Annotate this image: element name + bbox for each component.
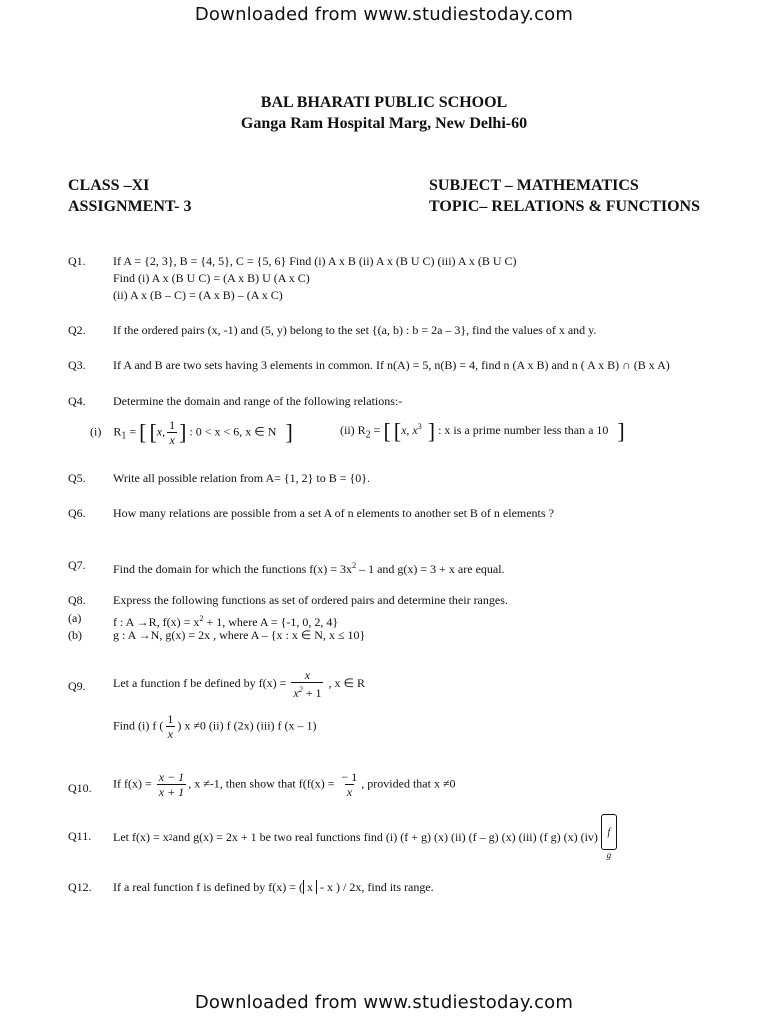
question-number: Q11. bbox=[68, 829, 92, 843]
question-number: Q9. bbox=[68, 679, 86, 693]
bracket-icon: ] bbox=[617, 418, 625, 444]
question-6-text: How many relations are possible from a set A of n elements to another set B of n elements ? bbox=[113, 506, 554, 520]
question-9-definition bbox=[113, 668, 365, 700]
question-number: Q6. bbox=[68, 506, 86, 520]
fraction-numerator: − 1 bbox=[341, 770, 358, 784]
fraction-numerator: 1 bbox=[167, 712, 174, 726]
fraction-denominator: x + 1 bbox=[158, 785, 185, 799]
question-number: Q4. bbox=[68, 394, 86, 408]
question-number: Q7. bbox=[68, 558, 86, 572]
question-5-text: Write all possible relation from A= {1, 2} to B = {0}. bbox=[113, 471, 371, 485]
bracket-icon: [ bbox=[393, 418, 402, 444]
download-banner-top: Downloaded from www.studiestoday.com bbox=[194, 4, 574, 25]
question-7-pre: Find the domain for which the functions f(x) = 3x bbox=[113, 562, 353, 576]
quotient-denominator: g bbox=[606, 850, 612, 860]
fraction-numerator: x bbox=[304, 668, 311, 682]
question-11-pre: Let f(x) = x bbox=[113, 829, 169, 844]
relation-r1-equals: = bbox=[126, 424, 140, 439]
part-label: (b) bbox=[68, 628, 82, 642]
subject-label: SUBJECT – MATHEMATICS bbox=[429, 177, 639, 194]
relation-r1-subscript: 1 bbox=[121, 430, 127, 442]
relation-r2 bbox=[340, 418, 625, 443]
topic-label: TOPIC– RELATIONS & FUNCTIONS bbox=[429, 198, 701, 215]
question-10-pre: If f(x) = bbox=[113, 776, 152, 791]
question-number: Q8. bbox=[68, 593, 86, 607]
quotient-f-over-g bbox=[601, 814, 617, 860]
question-9-find bbox=[113, 712, 317, 741]
question-4-text: Determine the domain and range of the following relations:- bbox=[113, 394, 403, 408]
fraction bbox=[340, 770, 360, 799]
school-name: BAL BHARATI PUBLIC SCHOOL bbox=[260, 94, 508, 111]
relation-r2-equals: = bbox=[370, 423, 384, 437]
question-7-post: – 1 and g(x) = 3 + x are equal. bbox=[356, 562, 505, 576]
fraction bbox=[165, 712, 175, 741]
denominator-exponent: 2 bbox=[298, 685, 303, 694]
relation-r1 bbox=[90, 418, 293, 447]
fraction-numerator: x − 1 bbox=[158, 770, 185, 784]
question-number: Q12. bbox=[68, 880, 92, 894]
question-3-text: If A and B are two sets having 3 elements in common. If n(A) = 5, n(B) = 4, find n (A x B) and n ( A x B) ∩ (B x A) bbox=[113, 358, 670, 372]
question-number: Q2. bbox=[68, 323, 86, 337]
question-1-line-3: (ii) A x (B – C) = (A x B) – (A x C) bbox=[113, 288, 283, 302]
relation-r2-condition: : x is a prime number less than a 10 bbox=[438, 423, 609, 437]
fraction-denominator: x bbox=[169, 433, 175, 447]
absolute-value: x bbox=[303, 880, 317, 894]
question-7-exponent: 2 bbox=[352, 561, 357, 570]
assignment-label: ASSIGNMENT- 3 bbox=[68, 198, 192, 215]
question-12-pre: If a real function f is defined by f(x) = ( bbox=[113, 880, 304, 894]
question-12-post: - x ) / 2x, find its range. bbox=[317, 880, 434, 894]
question-8-part-b: g : A →N, g(x) = 2x , where A – {x : x ∈ N, x ≤ 10} bbox=[113, 628, 366, 642]
bracket-icon: ] bbox=[285, 419, 293, 445]
question-9-post: , x ∈ R bbox=[328, 675, 365, 690]
question-9-pre: Let a function f be defined by f(x) = bbox=[113, 675, 287, 690]
bracket-icon: [ bbox=[383, 418, 391, 444]
relation-r1-lhs: R bbox=[113, 424, 122, 439]
part-a-post: + 1, where A = {-1, 0, 2, 4} bbox=[203, 615, 339, 629]
question-2-text: If the ordered pairs (x, -1) and (5, y) belong to the set {(a, b) : b = 2a – 3}, find the values of x and y. bbox=[113, 323, 597, 337]
relation-r1-set-start: x, bbox=[156, 424, 166, 439]
question-8-text: Express the following functions as set of ordered pairs and determine their ranges. bbox=[113, 593, 508, 607]
denominator-base: x bbox=[293, 686, 299, 700]
relation-r2-subscript: 2 bbox=[365, 429, 371, 441]
relation-r2-exponent: 3 bbox=[417, 422, 422, 431]
question-10-text bbox=[113, 770, 456, 799]
class-label: CLASS –XI bbox=[68, 177, 150, 194]
question-11-exponent: 2 bbox=[168, 832, 173, 842]
find-pre: Find (i) f ( bbox=[113, 718, 164, 733]
denominator-post: + 1 bbox=[302, 686, 322, 700]
question-7-text bbox=[113, 557, 505, 578]
question-10-mid: , x ≠-1, then show that f(f(x) = bbox=[188, 776, 335, 791]
relation-r2-label: (ii) R bbox=[340, 423, 366, 437]
bracket-icon: ] bbox=[427, 418, 436, 444]
question-10-post: , provided that x ≠0 bbox=[361, 776, 456, 791]
find-post: ) x ≠0 (ii) f (2x) (iii) f (x – 1) bbox=[177, 718, 317, 733]
fraction bbox=[157, 770, 186, 799]
part-a-pre: f : A →R, f(x) = x bbox=[113, 615, 200, 629]
fraction-numerator: 1 bbox=[169, 418, 176, 432]
question-11-text bbox=[113, 812, 617, 862]
fraction bbox=[291, 668, 323, 700]
bracket-icon: [ bbox=[149, 419, 157, 445]
relation-r2-set: x, x bbox=[401, 423, 418, 437]
bracket-icon: ] bbox=[179, 419, 187, 445]
question-1-line-1: If A = {2, 3}, B = {4, 5}, C = {5, 6} Find (i) A x B (ii) A x (B U C) (iii) A x (B U C) bbox=[113, 254, 517, 268]
download-banner-bottom: Downloaded from www.studiestoday.com bbox=[194, 992, 574, 1013]
question-number: Q10. bbox=[68, 781, 92, 795]
question-12-text bbox=[113, 879, 434, 896]
bracket-icon: [ bbox=[139, 419, 147, 445]
question-number: Q3. bbox=[68, 358, 86, 372]
question-11-post: and g(x) = 2x + 1 be two real functions find (i) (f + g) (x) (ii) (f – g) (x) (iii) (f g) (x) (iv) bbox=[172, 829, 598, 844]
part-a-exponent: 2 bbox=[199, 614, 204, 623]
fraction-denominator: x bbox=[346, 785, 353, 799]
fraction bbox=[167, 418, 177, 447]
school-address: Ganga Ram Hospital Marg, New Delhi-60 bbox=[240, 115, 528, 132]
question-number: Q1. bbox=[68, 254, 86, 268]
quotient-numerator: f bbox=[601, 814, 617, 850]
question-number: Q5. bbox=[68, 471, 86, 485]
part-label: (a) bbox=[68, 611, 82, 625]
relation-r1-label: (i) bbox=[90, 424, 102, 439]
question-1-line-2: Find (i) A x (B U C) = (A x B) U (A x C) bbox=[113, 271, 310, 285]
fraction-denominator bbox=[291, 682, 323, 700]
relation-r1-condition: : 0 < x < 6, x ∈ N bbox=[189, 424, 277, 439]
fraction-denominator: x bbox=[167, 727, 173, 741]
